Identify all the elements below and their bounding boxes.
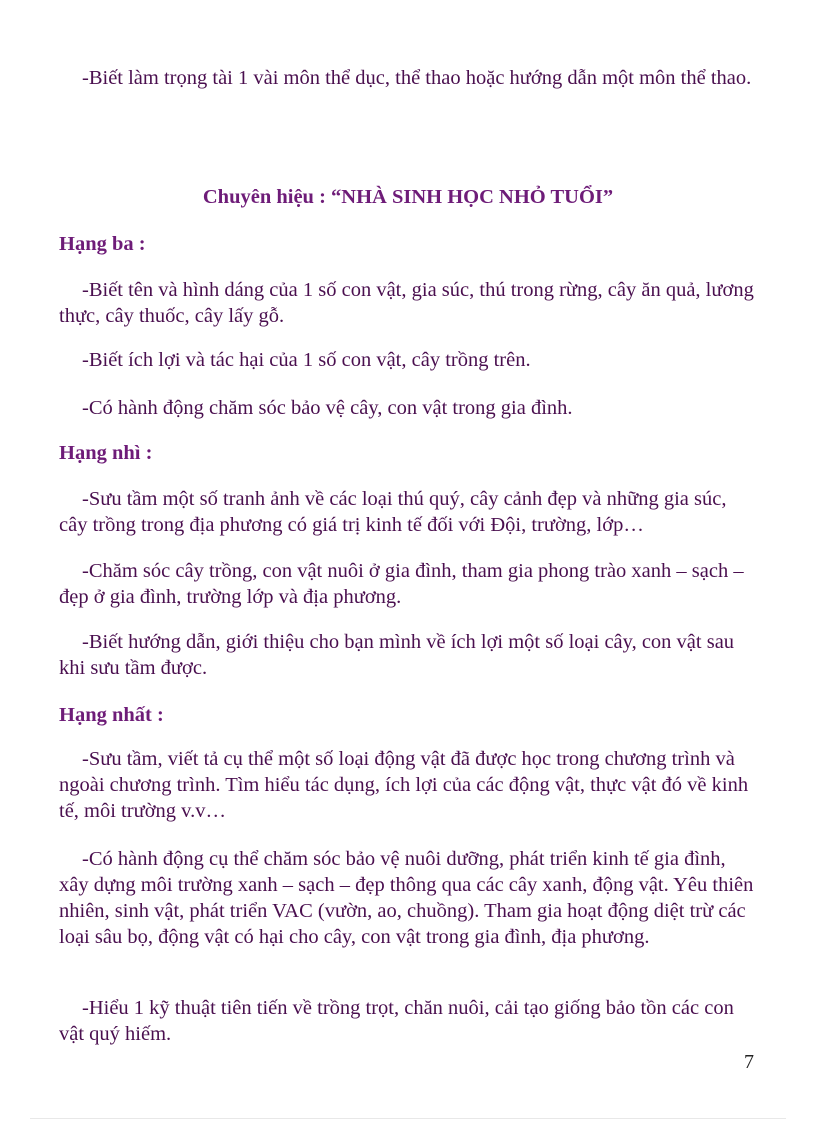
paragraph-hang-nhi-1: -Sưu tầm một số tranh ảnh về các loại thú quý, cây cảnh đẹp và những gia súc, cây trồng trong địa phương có giá trị kinh tế đối với Đội, trường, lớp… — [59, 488, 727, 536]
paragraph-hang-ba-3: -Có hành động chăm sóc bảo vệ cây, con vật trong gia đình. — [82, 397, 573, 419]
paragraph-hang-nhi-2: -Chăm sóc cây trồng, con vật nuôi ở gia đình, tham gia phong trào xanh – sạch – đẹp ở gia đình, trường lớp và địa phương. — [59, 560, 744, 608]
heading-hang-ba: Hạng ba : — [59, 233, 146, 255]
page-number: 7 — [744, 1051, 754, 1073]
paragraph-hang-ba-2: -Biết ích lợi và tác hại của 1 số con vật, cây trồng trên. — [82, 349, 531, 371]
paragraph-hang-nhat-1: -Sưu tầm, viết tả cụ thể một số loại động vật đã được học trong chương trình và ngoài chương trình. Tìm hiểu tác dụng, ích lợi của các động vật, thực vật đó về kinh tế, môi trường v.v… — [59, 748, 749, 822]
paragraph-hang-nhat-2: -Có hành động cụ thể chăm sóc bảo vệ nuôi dưỡng, phát triển kinh tế gia đình, xây dựng môi trường xanh – sạch – đẹp thông qua các cây xanh, động vật. Yêu thiên nhiên, sinh vật, phát triển VAC (vườn, ao, chuồng). Tham gia hoạt động diệt trừ các loại sâu bọ, động vật có hại cho cây, con vật trong gia đình, địa phương. — [59, 848, 754, 948]
section-title: Chuyên hiệu : “NHÀ SINH HỌC NHỎ TUỔI” — [202, 186, 614, 208]
heading-hang-nhat: Hạng nhất : — [59, 704, 164, 726]
paragraph-hang-nhat-3: -Hiểu 1 kỹ thuật tiên tiến về trồng trọt, chăn nuôi, cải tạo giống bảo tồn các con vật quý hiếm. — [59, 997, 734, 1045]
paragraph-referee: -Biết làm trọng tài 1 vài môn thể dục, thể thao hoặc hướng dẫn một môn thể thao. — [82, 67, 752, 89]
page-bottom-edge — [30, 1118, 786, 1119]
heading-hang-nhi: Hạng nhì : — [59, 442, 153, 464]
paragraph-hang-nhi-3: -Biết hướng dẫn, giới thiệu cho bạn mình về ích lợi một số loại cây, con vật sau khi sưu tầm được. — [59, 631, 735, 679]
paragraph-hang-ba-1: -Biết tên và hình dáng của 1 số con vật, gia súc, thú trong rừng, cây ăn quả, lương thực, cây thuốc, cây lấy gỗ. — [59, 279, 754, 327]
